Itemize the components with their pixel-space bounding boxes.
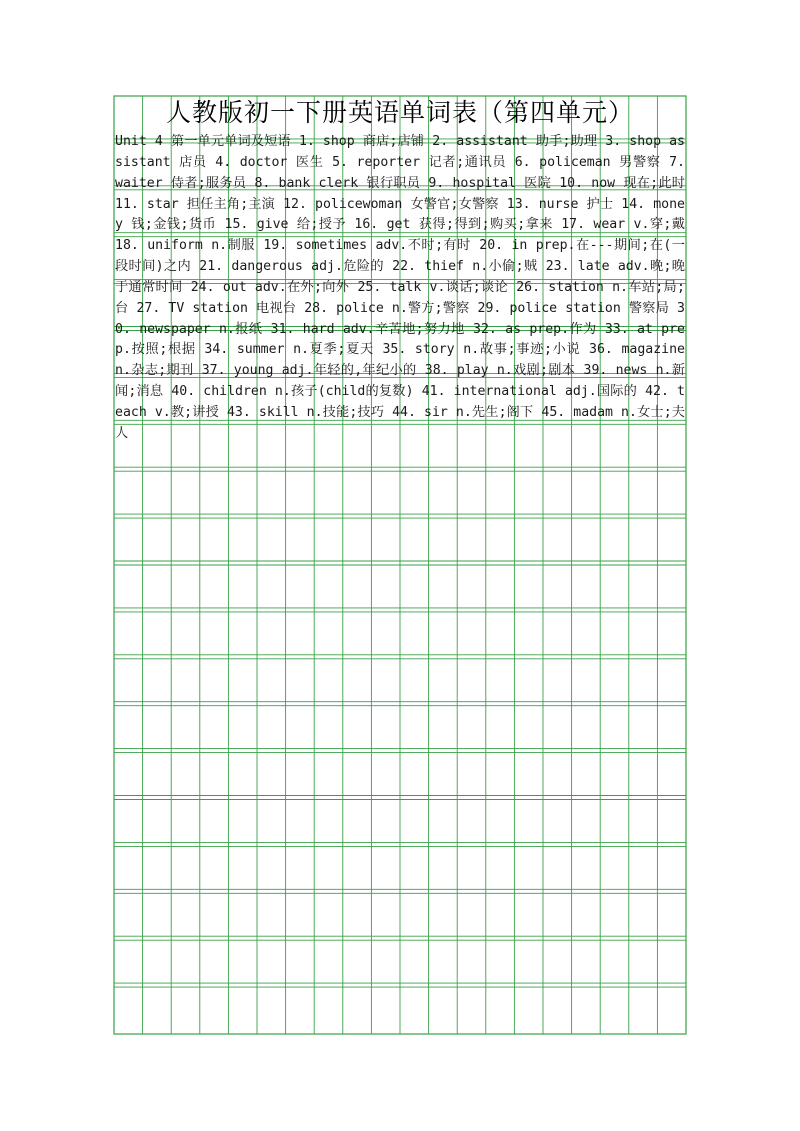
document-title: 人教版初一下册英语单词表（第四单元） [165,98,634,127]
document-body: Unit 4 第一单元单词及短语 1. shop 商店;店铺 2. assistant 助手;助理 3. shop assistant 店员 4. doctor 医生 5. reporter 记者;通讯员 6. policeman 男警察 7. waiter 侍者;服务员 8. bank clerk 银行职员 9. hospital 医院 10. now 现在;此时 11. star 担任主角;主演 12. policewoman 女警官;女警察 13. nurse 护士 14. money 钱;金钱;货币 15. give 给;授予 16. get 获得;得到;购买;拿来 17. wear v.穿;戴 18. uniform n.制服 19. sometimes adv.不时;有时 20. in prep.在---期间;在(一段时间)之内 21. dangerous adj.危险的 22. thief n.小偷;贼 23. late adv.晚;晚于通常时间 24. out adv.在外;向外 25. talk v.谈话;谈论 26. station n.车站;局;台 27. TV station 电视台 28. police n.警方;警察 29. police station 警察局 30. newspaper n.报纸 31. hard adv.辛苦地;努力地 32. as prep.作为 33. at prep.按照;根据 34. summer n.夏季;夏天 35. story n.故事;事迹;小说 36. magazine n.杂志;期刊 37. young adj.年轻的,年纪小的 38. play n.戏剧;剧本 39. news n.新闻;消息 40. children n.孩子(child的复数) 41. international adj.国际的 42. teach v.教;讲授 43. skill n.技能;技巧 44. sir n.先生;阁下 45. madam n.女士;夫人 [115,134,685,441]
